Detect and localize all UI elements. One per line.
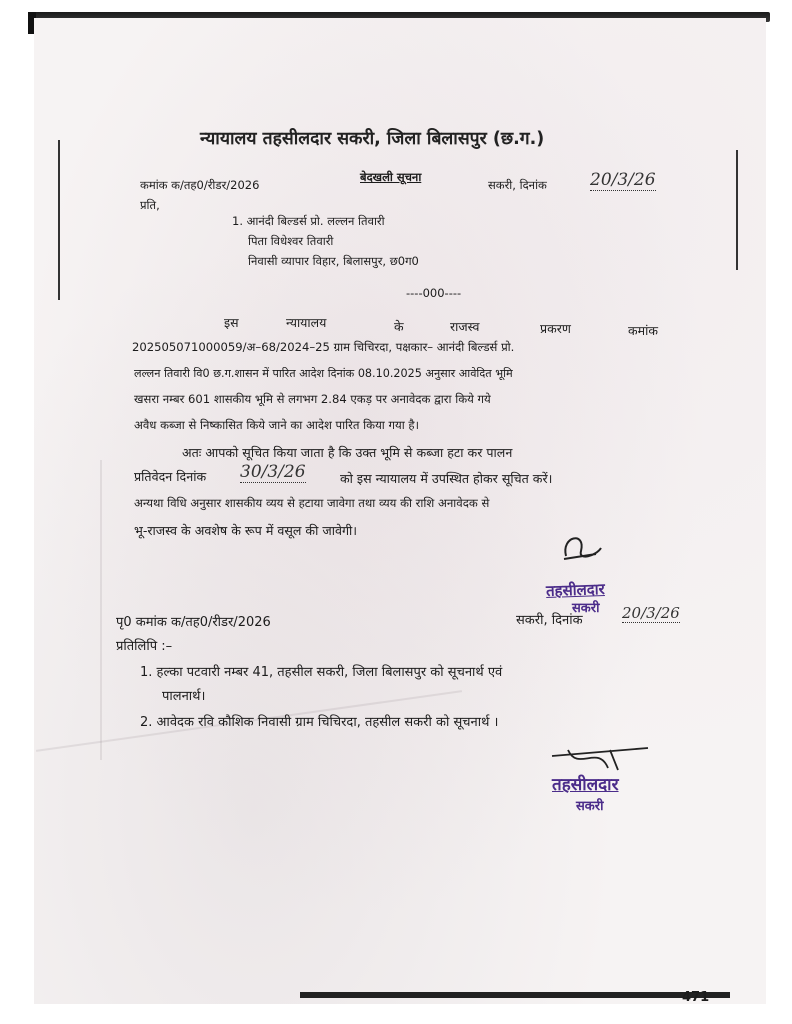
notice-type: बेदखली सूचना [360, 170, 422, 184]
to-label: प्रति, [140, 198, 160, 212]
para1-word: कमांक [628, 323, 658, 338]
report-date: 30/3/26 [240, 462, 306, 482]
recipient-line-3: निवासी व्यापार विहार, बिलासपुर, छ0ग0 [248, 254, 419, 268]
final-stamp-title: तहसीलदार [552, 775, 619, 795]
signature-mark [556, 526, 606, 566]
scan-edge-bottom [300, 992, 730, 998]
copy-item-1-line-1: 1. हल्का पटवारी नम्बर 41, तहसील सकरी, जिला बिलासपुर को सूचनार्थ एवं [140, 665, 503, 680]
place-date-label: सकरी, दिनांक [488, 178, 547, 192]
page-number: 471 [682, 990, 710, 1005]
para2-line-4: भू-राजस्व के अवशेष के रूप में वसूल की जावेगी। [134, 523, 358, 538]
para1-word: राजस्व [450, 319, 480, 334]
para2-line-2-after: को इस न्यायालय में उपस्थित होकर सूचित करें। [340, 471, 553, 486]
para2-line-3: अन्यथा विधि अनुसार शासकीय व्यय से हटाया जावेगा तथा व्यय की राशि अनावेदक से [134, 496, 490, 510]
para1-line-4: खसरा नम्बर 601 शासकीय भूमि से लगभग 2.84 एकड़ पर अनावेदक द्वारा किये गये [134, 392, 491, 406]
para2-line-1: अतः आपको सूचित किया जाता है कि उक्त भूमि से कब्जा हटा कर पालन [182, 445, 513, 460]
signature-mark [548, 742, 658, 776]
court-title: न्यायालय तहसीलदार सकरी, जिला बिलासपुर (छ.ग.) [200, 129, 545, 149]
para1-line-3: लल्लन तिवारी वि0 छ.ग.शासन में पारित आदेश दिनांक 08.10.2025 अनुसार आवेदित भूमि [134, 367, 513, 380]
document-page [34, 18, 766, 1004]
para1-word: के [394, 319, 404, 334]
stamp-place: सकरी [572, 601, 600, 616]
recipient-line-2: पिता विधेश्वर तिवारी [248, 234, 334, 248]
para1-line-2: 202505071000059/अ–68/2024–25 ग्राम चिचिरदा, पक्षकार– आनंदी बिल्डर्स प्रो. [132, 340, 515, 354]
para1-word: न्यायालय [286, 315, 327, 330]
endorsement-date: 20/3/26 [622, 604, 680, 622]
para1-word: इस [224, 315, 239, 330]
final-stamp-place: सकरी [576, 799, 604, 814]
issue-date: 20/3/26 [590, 170, 656, 190]
endorsement-place: सकरी, दिनांक [516, 613, 583, 628]
paper-crease [100, 460, 102, 760]
copy-label: प्रतिलिपि :– [116, 639, 173, 654]
stamp-title: तहसीलदार [545, 579, 605, 601]
separator: ----000---- [406, 286, 462, 300]
para1-line-5: अवैध कब्जा से निष्कासित किये जाने का आदेश पारित किया गया है। [134, 418, 419, 432]
para2-line-2-before: प्रतिवेदन दिनांक [134, 469, 207, 484]
ref-number: कमांक क/तह0/रीडर/2026 [140, 178, 260, 192]
border-line-left [58, 140, 60, 300]
border-line-right [736, 150, 738, 270]
copy-item-1-line-2: पालनार्थ। [162, 689, 206, 704]
recipient-line-1: 1. आनंदी बिल्डर्स प्रो. लल्लन तिवारी [232, 214, 385, 228]
endorsement-ref: पृ0 कमांक क/तह0/रीडर/2026 [116, 615, 271, 630]
copy-item-2-line-1: 2. आवेदक रवि कौशिक निवासी ग्राम चिचिरदा, तहसील सकरी को सूचनार्थ । [140, 715, 499, 730]
para1-word: प्रकरण [540, 321, 571, 336]
